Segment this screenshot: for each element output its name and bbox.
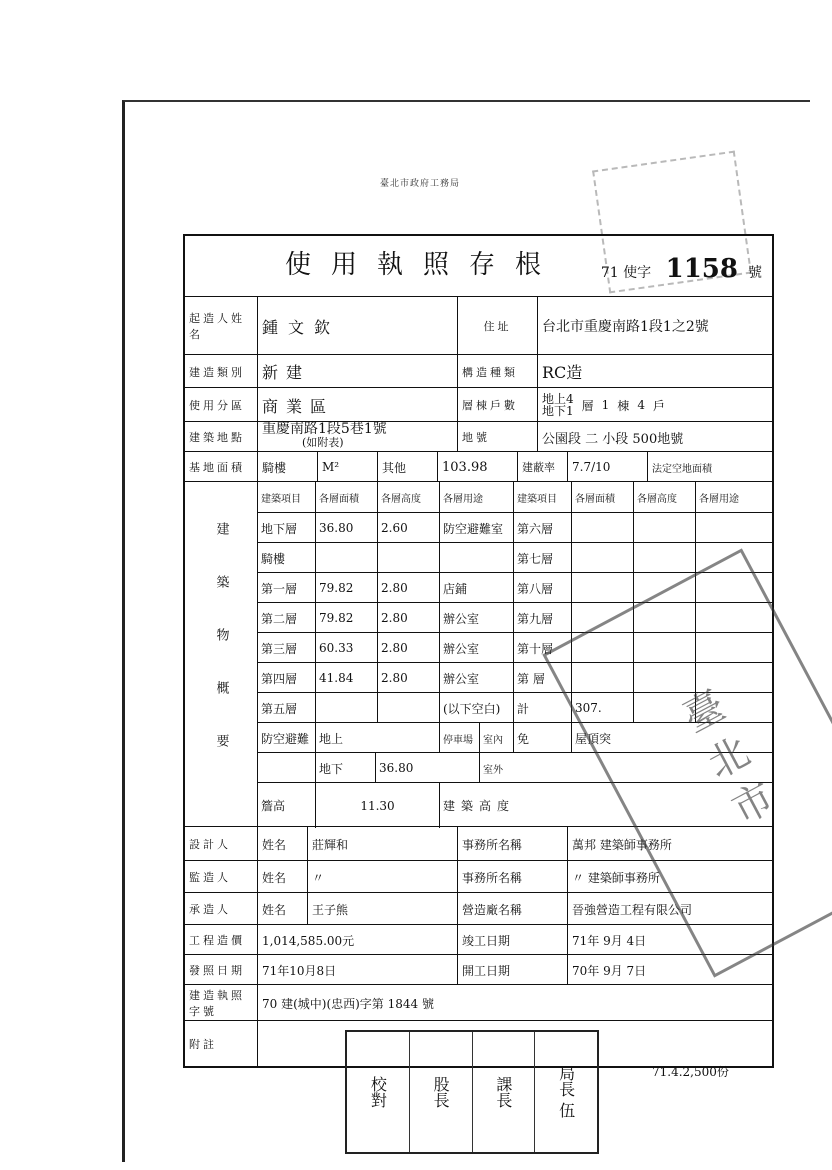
applicant-address: 台北市重慶南路1段1之2號 [537,297,772,355]
floor-row: 第三層 60.33 2.80 辦公室 第十層 [257,632,772,663]
floor-row: 第一層 79.82 2.80 店鋪 第八層 [257,572,772,603]
summary-side-label: 建築物概要 [185,482,258,827]
row-below: 地下 36.80 室外 [257,752,772,783]
top-note: 臺北市政府工務局 [380,179,461,189]
red-stamp: 臺北市 [542,548,832,977]
form-title: 使用執照存根 [285,250,562,280]
form-row: 承造人 姓名 王子熊 營造廠名稱 晉強營造工程有限公司 [185,892,772,925]
row-applicant: 起造人姓名 鍾文欽 住址 台北市重慶南路1段1之2號 [185,296,772,355]
floor-row: 第四層 41.84 2.80 辦公室 第 層 [257,662,772,693]
row-area: 基地面積 騎樓 M² 其他 103.98 建蔽率 7.7/10 法定空地面積 [185,451,772,482]
floor-row: 地下層 36.80 2.60 防空避難室 第六層 [257,512,772,543]
form-row: 工程造價 1,014,585.00元 竣工日期 71年 9月 4日 [185,924,772,955]
approval-seals: 校對 股長 課長 局長 伍 [345,1030,599,1154]
form-row: 監造人 姓名 〃 事務所名稱 〃 建築師事務所 [185,860,772,893]
permit-number: 71 使字 1158 號 [600,254,762,284]
form-row: 設計人 姓名 莊輝和 事務所名稱 萬邦 建築師事務所 [185,826,772,861]
floor-row: 第二層 79.82 2.80 辦公室 第九層 [257,602,772,633]
row-height: 簷高 11.30 建築高度 [257,782,772,828]
row-site: 建築地點 重慶南路1段5巷1號 (如附表) 地號 公園段 二 小段 500地號 [185,421,772,452]
row-category: 建造類別 新建 構造種類 RC造 [185,354,772,388]
form-row: 附註 [185,1020,772,1067]
row-zone: 使用分區 商業區 層棟戶數 地上4 地下1 層 1 棟 4 戶 [185,387,772,422]
row-shelter: 防空避難 地上 停車場 室內 免 屋頂突 [257,722,772,753]
floor-row: 騎樓 第七層 [257,542,772,573]
floor-row: 第五層 (以下空白) 計 307. [257,692,772,723]
floors-header: 建築項目 各層面積 各層高度 各層用途 建築項目 各層面積 各層高度 各層用途 [257,482,772,512]
print-footnote: 71.4.2,500份 [652,1065,729,1079]
applicant-name: 鍾文欽 [257,297,457,355]
form-row: 發照日期 71年10月8日 開工日期 70年 9月 7日 [185,954,772,985]
form-row: 建造執照字號 70 建(城中)(忠西)字第 1844 號 [185,984,772,1021]
